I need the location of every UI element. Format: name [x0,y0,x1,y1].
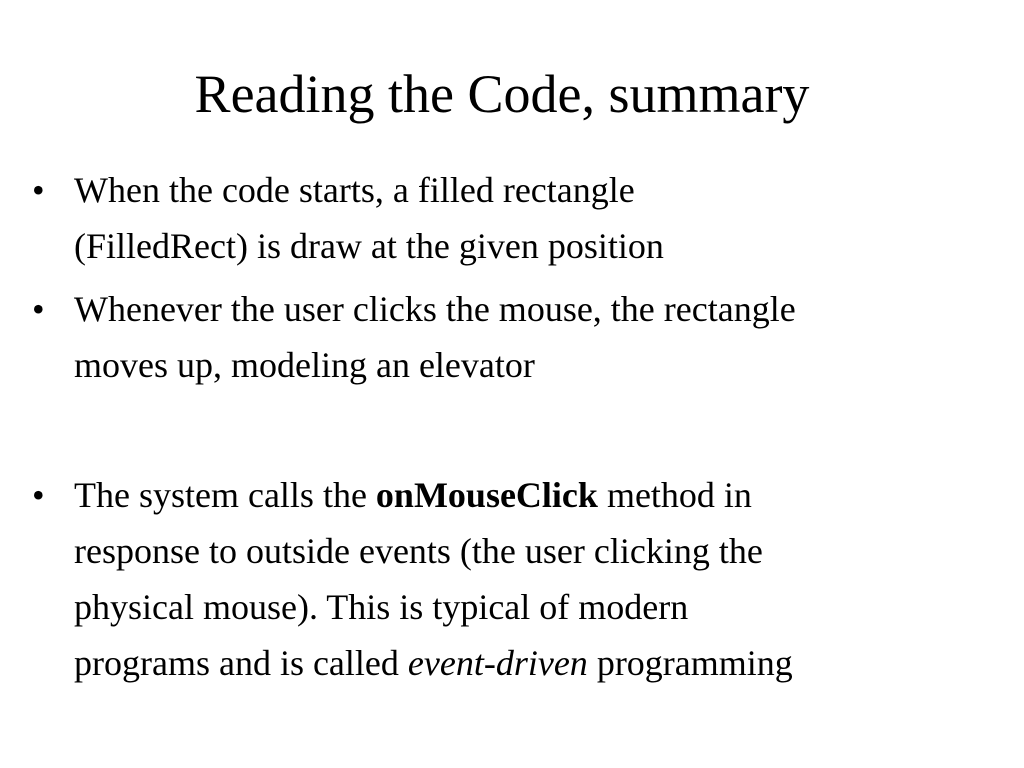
bullet-text-line: (FilledRect) is draw at the given position [74,226,664,266]
bullet-text-segment: The system calls the [74,475,376,515]
bullet-marker: • [32,170,45,210]
bullet-marker: • [32,475,45,515]
bullet-text-line: Whenever the user clicks the mouse, the rectangle [74,289,796,329]
bullet-text-line: physical mouse). This is typical of modern [74,587,689,627]
bullet-item [32,467,1014,691]
bullet-text-line: response to outside events (the user clicking the [74,531,763,571]
bullet-text-segment: programs and is called [74,643,408,683]
method-name-bold: onMouseClick [375,475,598,515]
bullet-text-line [74,467,1014,523]
bullet-item [32,162,1014,274]
bullet-text-line [74,635,1014,691]
term-italic: event-driven [407,643,588,683]
bullet-text-line: When the code starts, a filled rectangle [74,170,635,210]
bullet-item [32,281,1014,393]
slide-title: Reading the Code, summary [194,64,810,124]
bullet-text-segment: method in [597,475,752,515]
bullet-text-segment: programming [587,643,793,683]
bullet-text-line: moves up, modeling an elevator [74,345,535,385]
bullet-marker: • [32,289,45,329]
